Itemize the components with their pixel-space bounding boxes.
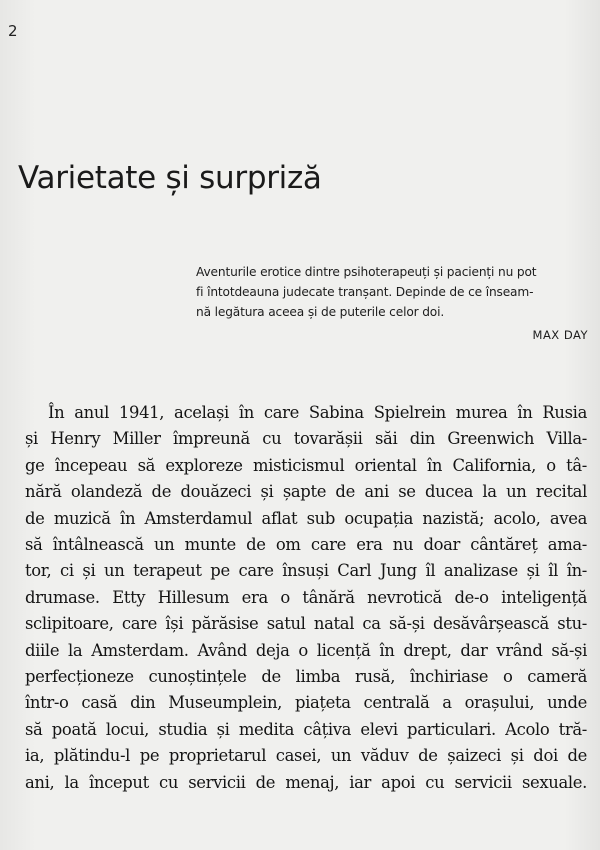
paragraph-line: într-o casă din Museumplein, piațeta centrală a orașului, unde (25, 693, 587, 713)
paragraph-line: și Henry Miller împreună cu tovarășii săi din Greenwich Villa- (25, 429, 587, 449)
page-number: 2 (8, 22, 18, 40)
paragraph-line: de muzică în Amsterdamul aflat sub ocupația nazistă; acolo, avea (25, 508, 587, 528)
epigraph-line: fi întotdeauna judecate tranșant. Depinde de ce înseam- (196, 285, 534, 299)
chapter-title: Varietate și surpriză (18, 160, 322, 196)
body-paragraph (25, 400, 587, 796)
paragraph-line: ani, la început cu servicii de menaj, iar apoi cu servicii sexuale. (25, 772, 587, 792)
paragraph-line: ia, plătindu-l pe proprietarul casei, un văduv de șaizeci și doi de (25, 746, 587, 766)
paragraph-line: În anul 1941, același în care Sabina Spielrein murea în Rusia (48, 403, 587, 422)
paragraph-line: sclipitoare, care își părăsise satul natal ca să-și desăvârșească stu- (25, 614, 587, 634)
paragraph-line: diile la Amsterdam. Având deja o licență în drept, dar vrând să-și (25, 640, 587, 660)
epigraph-author: MAX DAY (532, 328, 588, 342)
paragraph-line: tor, ci și un terapeut pe care însuși Carl Jung îl analizase și îl în- (25, 561, 587, 581)
paragraph-line: nără olandeză de douăzeci și șapte de ani se ducea la un recital (25, 482, 587, 502)
paragraph-line: să întâlnească un munte de om care era nu doar cântăreț ama- (25, 535, 587, 555)
epigraph (196, 262, 588, 322)
paragraph-line: drumase. Etty Hillesum era o tânără nevrotică de-o inteligență (25, 587, 587, 607)
epigraph-line: Aventurile erotice dintre psihoterapeuți și pacienți nu pot (196, 265, 537, 279)
epigraph-line: nă legătura aceea și de puterile celor doi. (196, 305, 445, 319)
paragraph-line: ge începeau să exploreze misticismul oriental în California, o tâ- (25, 455, 587, 475)
paragraph-line: perfecționeze cunoștințele de limba rusă, închiriase o cameră (25, 667, 587, 687)
paragraph-line: să poată locui, studia și medita câțiva elevi particulari. Acolo tră- (25, 719, 587, 739)
